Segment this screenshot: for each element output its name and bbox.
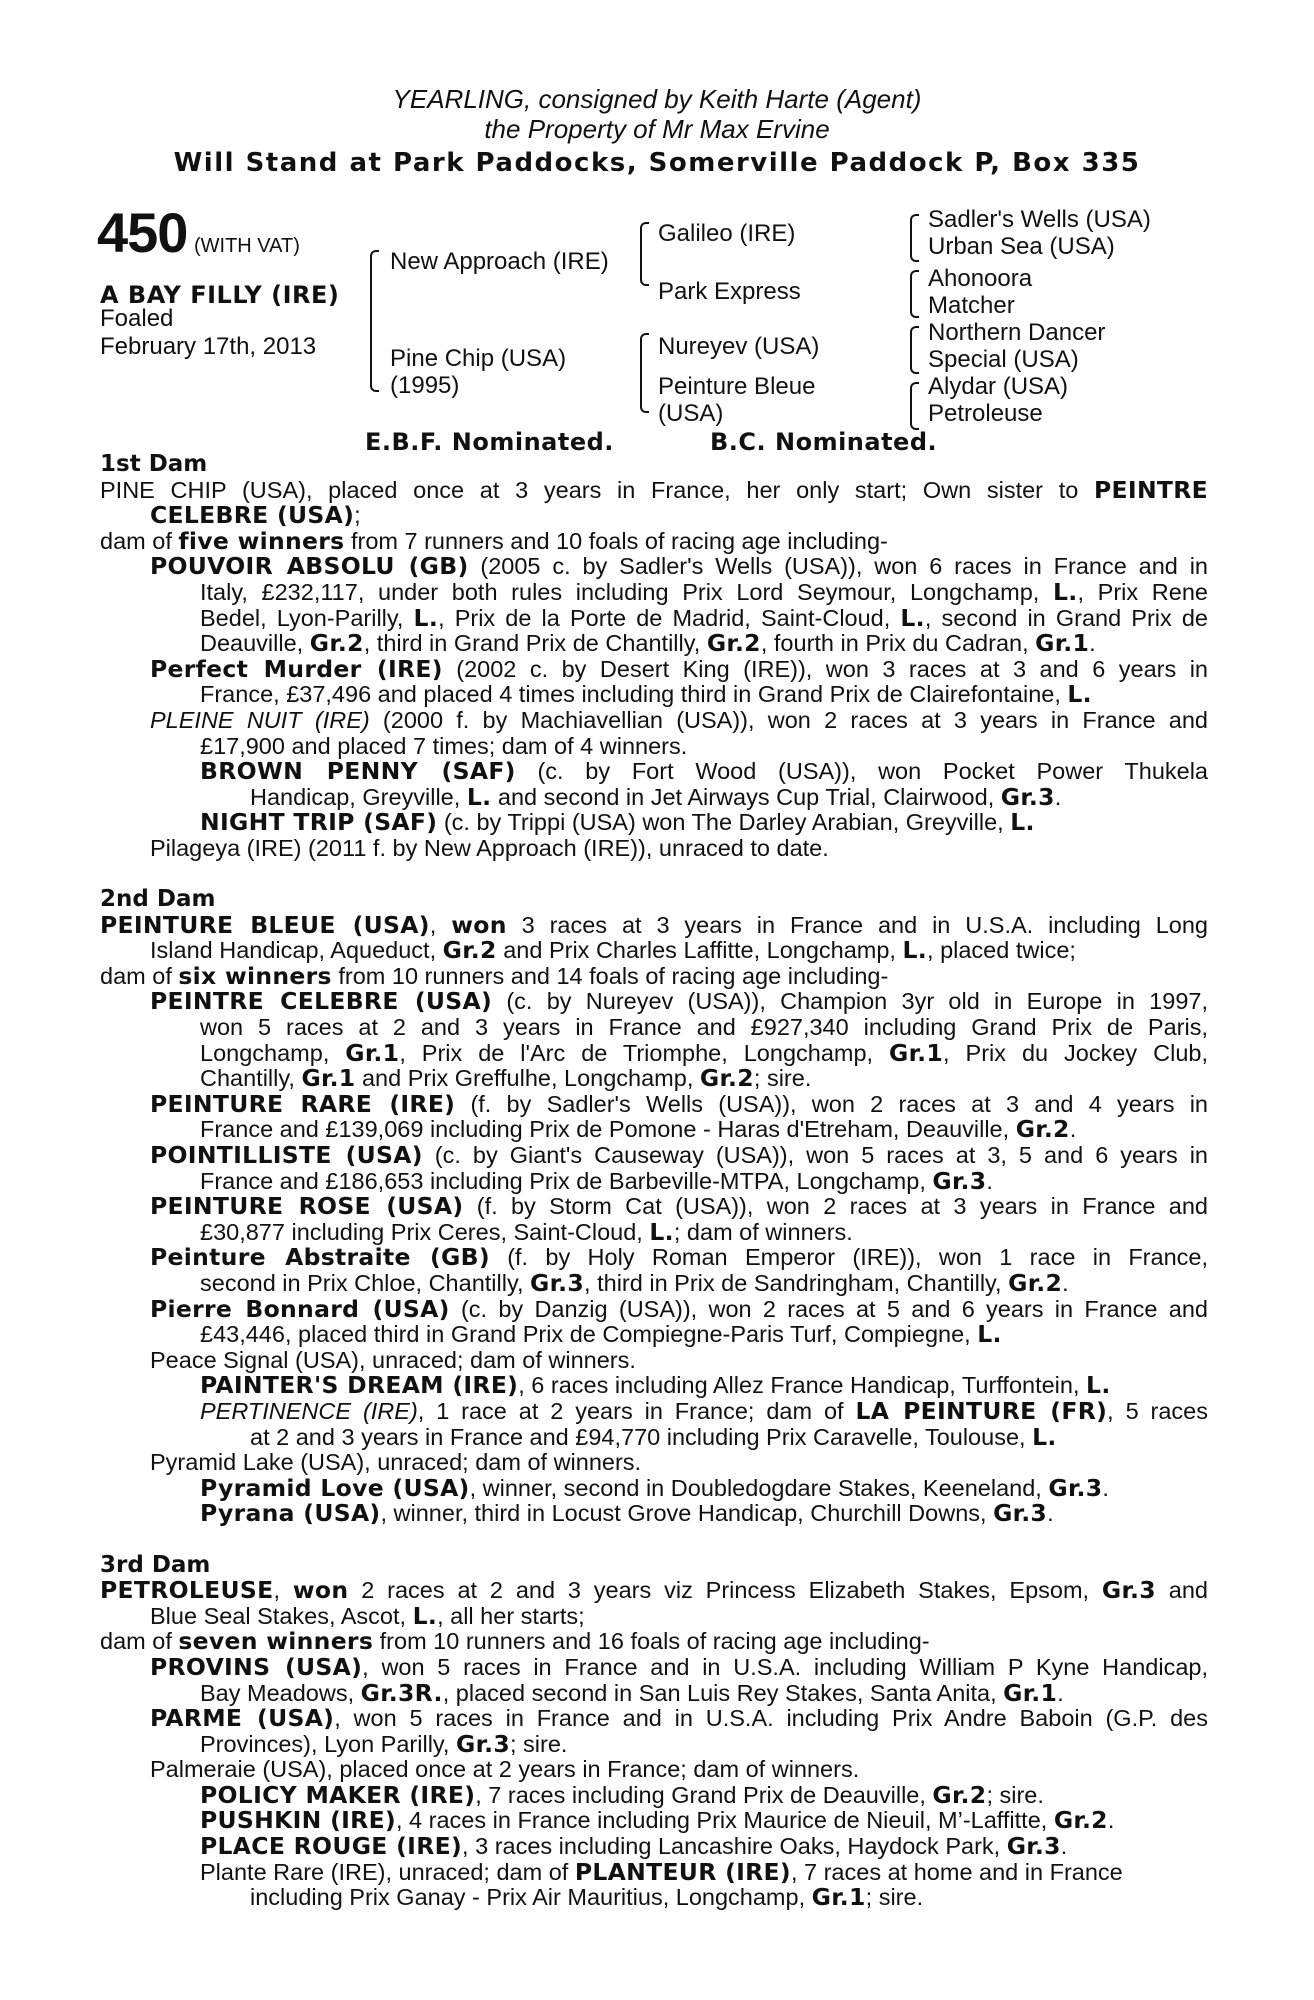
progeny-line: including Prix Ganay - Prix Air Mauritius, Longchamp, Gr.1; sire.: [250, 1883, 924, 1912]
progeny-line: PEINTURE RARE (IRE) (f. by Sadler's Wells (USA)), won 2 races at 3 and 4 years in: [150, 1089, 1208, 1118]
progeny-line: Peinture Abstraite (GB) (f. by Holy Roman Emperor (IRE)), won 1 race in France,: [150, 1243, 1208, 1272]
progeny-line: PARME (USA), won 5 races in France and in U.S.A. including Prix Andre Baboin (G.P. des: [150, 1704, 1208, 1733]
pedigree-brace-1: [370, 250, 379, 392]
progeny-line: Longchamp, Gr.1, Prix de l'Arc de Triomphe, Longchamp, Gr.1, Prix du Jockey Club,: [200, 1038, 1208, 1067]
pedigree-ddd: Petroleuse: [928, 400, 1043, 427]
foaled-label: Foaled: [100, 305, 174, 332]
progeny-line: PLEINE NUIT (IRE) (2000 f. by Machiavellian (USA)), won 2 races at 3 years in France and: [150, 706, 1208, 733]
progeny-line: Pyramid Lake (USA), unraced; dam of winners.: [150, 1449, 642, 1476]
progeny-line: £17,900 and placed 7 times; dam of 4 winners.: [200, 732, 688, 759]
pedigree-brace-3a: [910, 214, 919, 262]
ebf-nominated: E.B.F. Nominated.: [365, 428, 614, 456]
pedigree-sdd: Matcher: [928, 292, 1015, 319]
progeny-line: Palmeraie (USA), placed once at 2 years in France; dam of winners.: [150, 1756, 860, 1783]
progeny-line: £43,446, placed third in Grand Prix de Compiegne-Paris Turf, Compiegne, L.: [200, 1320, 1002, 1349]
lot-number-row: [97, 200, 300, 265]
progeny-line: at 2 and 3 years in France and £94,770 including Prix Caravelle, Toulouse, L.: [250, 1422, 1057, 1451]
third-dam-line: dam of seven winners from 10 runners and 16 foals of racing age including-: [100, 1627, 930, 1656]
progeny-line: PEINTRE CELEBRE (USA) (c. by Nureyev (USA)), Champion 3yr old in Europe in 1997,: [150, 987, 1208, 1016]
progeny-line: Pierre Bonnard (USA) (c. by Danzig (USA)), won 2 races at 5 and 6 years in France and: [150, 1294, 1208, 1323]
pedigree-brace-2a: [640, 222, 649, 286]
progeny-line: Pilageya (IRE) (2011 f. by New Approach (IRE)), unraced to date.: [150, 834, 829, 861]
progeny-line: Perfect Murder (IRE) (2002 c. by Desert King (IRE)), won 3 races at 3 and 6 years in: [150, 654, 1208, 683]
catalogue-body: [100, 452, 1208, 1911]
progeny-line: POUVOIR ABSOLU (GB) (2005 c. by Sadler's Wells (USA)), won 6 races in France and in: [150, 552, 1208, 581]
progeny-line: £30,877 including Prix Ceres, Saint-Cloud, L.; dam of winners.: [200, 1217, 853, 1246]
progeny-line: PLACE ROUGE (IRE), 3 races including Lancashire Oaks, Haydock Park, Gr.3.: [200, 1832, 1068, 1861]
progeny-line: POLICY MAKER (IRE), 7 races including Grand Prix de Deauville, Gr.2; sire.: [200, 1780, 1044, 1809]
pedigree-dds: Alydar (USA): [928, 373, 1069, 400]
first-dam-line: CELEBRE (USA);: [150, 501, 361, 530]
foaled-date: February 17th, 2013: [100, 333, 317, 360]
pedigree-dss: Northern Dancer: [928, 319, 1106, 346]
third-dam-heading: 3rd Dam: [100, 1551, 211, 1578]
pedigree-dam: Pine Chip (USA): [390, 345, 567, 372]
progeny-line: NIGHT TRIP (SAF) (c. by Trippi (USA) won The Darley Arabian, Greyville, L.: [200, 808, 1035, 837]
progeny-line: Peace Signal (USA), unraced; dam of winners.: [150, 1346, 636, 1373]
progeny-line: Bedel, Lyon-Parilly, L., Prix de la Porte de Madrid, Saint-Cloud, L., second in Grand Prix de: [200, 603, 1208, 632]
header-line-3: Will Stand at Park Paddocks, Somerville Paddock P, Box 335: [173, 148, 1141, 178]
header-line-2: the Property of Mr Max Ervine: [484, 114, 830, 144]
progeny-line: second in Prix Chloe, Chantilly, Gr.3, third in Prix de Sandringham, Chantilly, Gr.2.: [200, 1269, 1069, 1297]
pedigree-brace-3c: [910, 326, 919, 374]
second-dam-heading: 2nd Dam: [100, 886, 216, 913]
progeny-line: POINTILLISTE (USA) (c. by Giant's Causeway (USA)), won 5 races at 3, 5 and 6 years in: [150, 1141, 1208, 1170]
pedigree-sire-dam: Park Express: [658, 278, 801, 305]
progeny-line: Bay Meadows, Gr.3R., placed second in San Luis Rey Stakes, Santa Anita, Gr.1.: [200, 1678, 1064, 1707]
pedigree-dam-year: (1995): [390, 372, 460, 399]
progeny-line: Plante Rare (IRE), unraced; dam of PLANTEUR (IRE), 7 races at home and in France: [200, 1857, 1123, 1886]
progeny-line: PUSHKIN (IRE), 4 races in France including Prix Maurice de Nieuil, M’-Laffitte, Gr.2.: [200, 1806, 1115, 1835]
pedigree-dam-dam: Peinture Bleue: [658, 373, 816, 400]
pedigree-sire: New Approach (IRE): [390, 248, 609, 275]
progeny-line: BROWN PENNY (SAF) (c. by Fort Wood (USA)), won Pocket Power Thukela: [200, 757, 1209, 786]
pedigree-dsd: Special (USA): [928, 346, 1079, 373]
progeny-line: Chantilly, Gr.1 and Prix Greffulhe, Longchamp, Gr.2; sire.: [200, 1064, 812, 1093]
pedigree-ssd: Urban Sea (USA): [928, 233, 1115, 260]
third-dam-line: PETROLEUSE, won 2 races at 2 and 3 years viz Princess Elizabeth Stakes, Epsom, Gr.3 and: [100, 1576, 1208, 1605]
lot-vat: (WITH VAT): [193, 235, 300, 257]
progeny-line: PROVINS (USA), won 5 races in France and in U.S.A. including William P Kyne Handicap,: [150, 1652, 1208, 1681]
progeny-line: Italy, £232,117, under both rules including Prix Lord Seymour, Longchamp, L., Prix Rene: [200, 577, 1208, 606]
progeny-line: PAINTER'S DREAM (IRE), 6 races including Allez France Handicap, Turffontein, L.: [200, 1371, 1111, 1400]
lot-number: 450: [97, 201, 188, 264]
pedigree-dam-sire: Nureyev (USA): [658, 333, 820, 360]
pedigree-sire-sire: Galileo (IRE): [658, 220, 796, 247]
pedigree-brace-3d: [910, 382, 919, 430]
progeny-line: France and £186,653 including Prix de Barbeville-MTPA, Longchamp, Gr.3.: [200, 1166, 993, 1195]
progeny-line: France, £37,496 and placed 4 times including third in Grand Prix de Clairefontaine, L.: [200, 680, 1092, 709]
second-dam-line: dam of six winners from 10 runners and 14 foals of racing age including-: [100, 961, 889, 990]
progeny-line: Pyrana (USA), winner, third in Locust Grove Handicap, Churchill Downs, Gr.3.: [200, 1499, 1054, 1528]
pedigree-brace-2b: [640, 333, 649, 413]
pedigree-dam-dam-origin: (USA): [658, 400, 724, 427]
lot-name: A BAY FILLY (IRE): [100, 281, 340, 309]
pedigree-sds: Ahonoora: [928, 265, 1033, 292]
third-dam-line: Blue Seal Stakes, Ascot, L., all her starts;: [150, 1601, 585, 1630]
progeny-line: PERTINENCE (IRE), 1 race at 2 years in France; dam of LA PEINTURE (FR), 5 races: [200, 1396, 1209, 1425]
header-line-1: YEARLING, consigned by Keith Harte (Agent): [392, 84, 922, 114]
first-dam-line: PINE CHIP (USA), placed once at 3 years in France, her only start; Own sister to PEINTRE: [100, 475, 1208, 504]
first-dam-heading: 1st Dam: [100, 451, 208, 477]
progeny-line: Handicap, Greyville, L. and second in Jet Airways Cup Trial, Clairwood, Gr.3.: [250, 782, 1062, 811]
bc-nominated: B.C. Nominated.: [710, 428, 938, 456]
first-dam-line: dam of five winners from 7 runners and 10 foals of racing age including-: [100, 526, 888, 555]
progeny-line: won 5 races at 2 and 3 years in France and £927,340 including Grand Prix de Paris,: [200, 1014, 1208, 1041]
second-dam-line: PEINTURE BLEUE (USA), won 3 races at 3 years in France and in U.S.A. including Long: [100, 910, 1209, 939]
progeny-line: France and £139,069 including Prix de Pomone - Haras d'Etreham, Deauville, Gr.2.: [200, 1115, 1077, 1144]
progeny-line: Deauville, Gr.2, third in Grand Prix de Chantilly, Gr.2, fourth in Prix du Cadran, Gr.1.: [200, 629, 1096, 658]
progeny-line: Pyramid Love (USA), winner, second in Doubledogdare Stakes, Keeneland, Gr.3.: [200, 1473, 1109, 1502]
pedigree-sss: Sadler's Wells (USA): [928, 206, 1151, 233]
second-dam-line: Island Handicap, Aqueduct, Gr.2 and Prix Charles Laffitte, Longchamp, L., placed twice;: [150, 936, 1076, 965]
progeny-line: PEINTURE ROSE (USA) (f. by Storm Cat (USA)), won 2 races at 3 years in France and: [150, 1192, 1208, 1221]
pedigree-brace-3b: [910, 270, 919, 318]
progeny-line: Provinces), Lyon Parilly, Gr.3; sire.: [200, 1729, 568, 1758]
